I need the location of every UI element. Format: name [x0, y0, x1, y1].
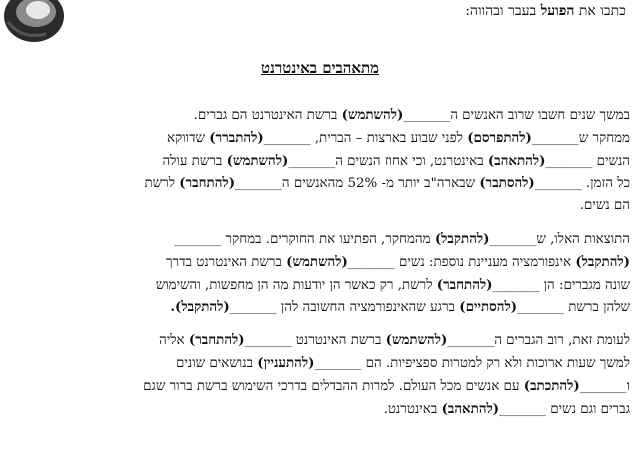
instruction-text: כתבו את — [574, 3, 626, 19]
text-segment: ברשת האינטרנט הם גברים. — [193, 108, 342, 123]
text-segment: במשך שנים חשבו שרוב האנשים ה_______ — [403, 108, 630, 123]
exercise-text — [10, 104, 630, 420]
paragraph-gap — [10, 319, 630, 329]
text-segment: לרשת, רק כאשר הן יודעות מה הן מחפשות, והשימוש — [155, 277, 437, 293]
text-line — [10, 127, 630, 150]
page-title: מתאהבים באינטרנט — [260, 59, 380, 77]
verb-prompt: (להשתמש) — [341, 107, 404, 123]
text-segment: התוצאות האלו, ש_______ — [489, 231, 630, 247]
text-segment: לעומת זאת, רוב הגברים ה_______ — [447, 333, 630, 349]
text-line — [10, 228, 630, 251]
verb-prompt: (להתחבר) — [188, 332, 245, 349]
text-segment: למשך שעות ארוכות ולא רק למטרות ספציפיות. הם _______ — [314, 355, 630, 371]
verb-prompt: (להתקבל) — [575, 253, 630, 270]
instruction-bold-word: הפועל — [540, 3, 575, 19]
text-line — [10, 274, 630, 297]
text-segment: בנושאים שונים — [176, 355, 258, 371]
verb-prompt: (להשתמש) — [286, 253, 348, 270]
verb-prompt: (להתקבל). — [170, 299, 230, 316]
verb-prompt: (להתחבר) — [436, 276, 493, 293]
text-segment: באינטרנט, וכי אחוז הנשים ה_______ — [288, 153, 488, 169]
text-line — [10, 352, 630, 375]
text-line — [10, 172, 630, 195]
verb-prompt: (להתקבל) — [434, 230, 490, 247]
verb-prompt: (להסתיים) — [459, 299, 518, 316]
text-line — [10, 375, 630, 398]
verb-prompt: (להשתמש) — [385, 332, 448, 349]
text-segment: ברגע שהאינפורמציה החשובה להן _______ — [229, 300, 460, 316]
text-segment: אינפורמציה מעניינת נוספת: נשים _______ — [347, 254, 576, 270]
verb-prompt: (להסתבר) — [479, 175, 535, 192]
verb-prompt: (להתעניין) — [257, 354, 315, 371]
text-line — [10, 150, 630, 173]
text-segment: ברשת האינטרנט בדרך — [165, 254, 287, 270]
paragraph — [10, 228, 630, 319]
text-segment: ברשת האינטרנט _______ — [244, 333, 386, 349]
logo-image — [2, 0, 66, 46]
text-segment: אליה — [159, 333, 189, 349]
text-segment: עם אנשים מכל העולם. למרות ההבדלים בדרכי השימוש ברשת ברור שגם — [143, 378, 524, 394]
text-segment: הנשים _______ — [545, 153, 630, 169]
verb-prompt: (להתכתב) — [523, 377, 580, 394]
verb-prompt: (להתאהב) — [441, 400, 500, 417]
text-segment: שלהן ברשת _______ — [517, 300, 630, 316]
text-segment: ו_______ — [579, 378, 630, 394]
text-segment: כל הזמן. _______ — [534, 176, 630, 192]
text-line — [10, 329, 630, 352]
text-segment: שונה מגברים: הן _______ — [492, 277, 630, 293]
text-segment: ברשת עולה — [162, 153, 227, 169]
text-line — [10, 398, 630, 421]
verb-prompt: (להתאהב) — [487, 152, 546, 169]
verb-prompt: (להשתמש) — [226, 152, 289, 169]
text-line — [10, 195, 630, 218]
text-line — [10, 104, 630, 127]
verb-prompt: (להתברר) — [209, 129, 264, 146]
text-segment: לרשת — [144, 176, 180, 192]
text-segment: לפני שבוע בארצות – הברית, _______ — [263, 130, 468, 146]
text-line — [10, 251, 630, 274]
text-line — [10, 296, 630, 319]
text-segment: שבארה"ב יותר מ- 52% מהאנשים ה_______ — [235, 176, 480, 192]
text-segment: שדווקא — [167, 130, 210, 146]
text-segment: גברים וגם נשים _______ — [499, 401, 630, 417]
paragraph — [10, 104, 630, 218]
paragraph — [10, 329, 630, 420]
text-segment: הם נשים. — [579, 198, 630, 214]
paragraph-gap — [10, 218, 630, 228]
text-segment: ממחקר ש_______ — [531, 130, 630, 146]
verb-prompt: (להתחבר) — [179, 175, 236, 192]
text-segment: מהמחקר, הפתיעו את החוקרים. במחקר _______ — [174, 231, 435, 247]
instruction-text-end: בעבר ובהווה: — [465, 3, 541, 19]
instruction — [465, 3, 626, 20]
verb-prompt: (להתפרסם) — [467, 129, 532, 146]
text-segment: באינטרנט. — [383, 401, 442, 417]
